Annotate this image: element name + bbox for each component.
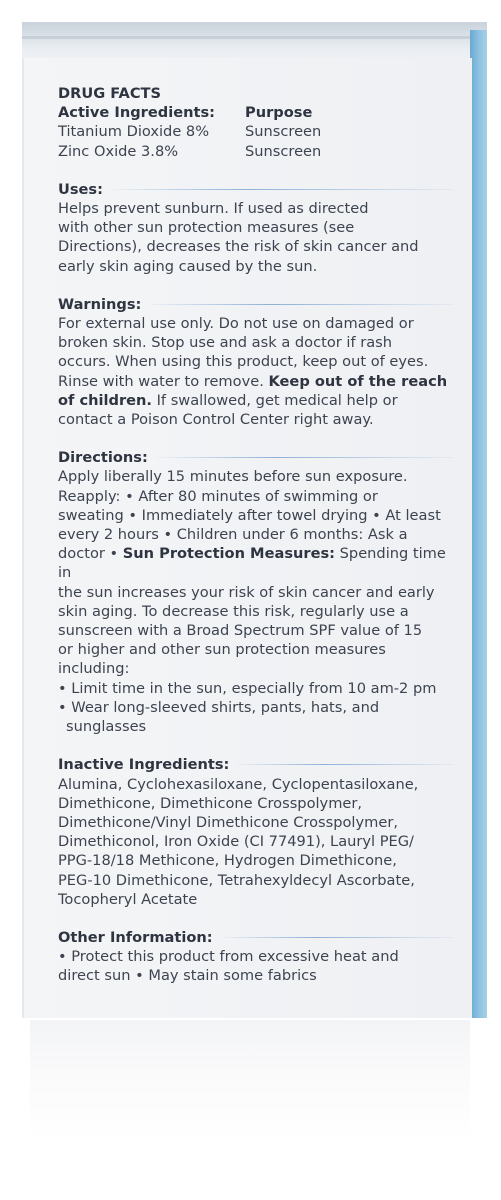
other-heading-row bbox=[58, 928, 453, 947]
warnings-text-part: If swallowed, get medical help or contact a Poison Control Center right away. bbox=[58, 391, 398, 429]
warnings-text-part: For external use only. Do not use on damaged or broken skin. Stop use and ask a doctor if rash occurs. When using this product, keep out of eyes. Rinse with water to remove. bbox=[58, 315, 429, 390]
box-reflection bbox=[30, 1020, 470, 1140]
purpose-heading: Purpose bbox=[245, 104, 313, 122]
box-top-flap bbox=[22, 22, 487, 60]
ingredient-purpose: Sunscreen bbox=[245, 123, 322, 141]
ingredient-row bbox=[58, 142, 453, 161]
box-side-panel bbox=[470, 30, 487, 1018]
drug-facts-title: DRUG FACTS bbox=[58, 85, 162, 102]
other-information-section bbox=[58, 928, 453, 986]
uses-heading-row bbox=[58, 180, 453, 199]
directions-section bbox=[58, 448, 453, 736]
directions-heading: Directions: bbox=[58, 449, 148, 467]
other-information-text: • Protect this product from excessive heat and direct sun • May stain some fabrics bbox=[58, 948, 399, 985]
directions-bold-text: Sun Protection Measures: bbox=[122, 545, 336, 563]
divider-line bbox=[221, 937, 453, 938]
other-information-heading: Other Information: bbox=[58, 928, 213, 946]
warnings-bold-text: Keep out of the reach of children. bbox=[58, 372, 448, 409]
uses-text: Helps prevent sunburn. If used as directed with other sun protection measures (see Directions), decreases the risk of skin cancer and early skin aging caused by the sun. bbox=[58, 200, 419, 275]
ingredient-name: Titanium Dioxide 8% bbox=[58, 123, 210, 141]
directions-text-part: Spending time in the sun increases your risk of skin cancer and early skin aging. To decrease this risk, regularly use a sunscreen with a Broad Spectrum SPF value of 15 or higher and other sun protection measures including: bbox=[58, 545, 446, 678]
warnings-heading-row bbox=[58, 295, 453, 314]
drug-facts-label bbox=[58, 84, 453, 986]
active-ingredients-heading: Active Ingredients: bbox=[58, 104, 216, 122]
directions-text-part: Apply liberally 15 minutes before sun exposure. Reapply: • After 80 minutes of swimming or sweating • Immediately after towel drying • At least every 2 hours • Children under 6 months: Ask a doctor • bbox=[58, 468, 441, 563]
directions-text bbox=[58, 467, 453, 678]
warnings-heading: Warnings: bbox=[58, 295, 142, 313]
ingredient-purpose: Sunscreen bbox=[245, 142, 322, 160]
divider-line bbox=[237, 764, 453, 765]
warnings-text bbox=[58, 314, 453, 429]
directions-heading-row bbox=[58, 448, 453, 467]
divider-line bbox=[149, 304, 453, 305]
ingredient-row bbox=[58, 122, 453, 141]
inactive-heading-row bbox=[58, 755, 453, 774]
inactive-ingredients-text: Alumina, Cyclohexasiloxane, Cyclopentasiloxane, Dimethicone, Dimethicone Crosspolymer, Dimethicone/Vinyl Dimethicone Crosspolymer, Dimethiconol, Iron Oxide (CI 77491), Lauryl PEG/ PPG-18/18 Methicone, Hydrogen Dimethicone, PEG-10 Dimethicone, Tetrahexyldecyl Ascorbate, Tocopheryl Acetate bbox=[58, 775, 419, 908]
directions-bullet: • Wear long-sleeved shirts, pants, hats, and sunglasses bbox=[58, 698, 380, 736]
warnings-section bbox=[58, 295, 453, 429]
directions-bullet: • Limit time in the sun, especially from 10 am-2 pm bbox=[58, 679, 437, 697]
uses-heading: Uses: bbox=[58, 180, 103, 198]
flap-ridge bbox=[22, 36, 487, 39]
active-ingredients-header-row bbox=[58, 103, 453, 122]
uses-section bbox=[58, 180, 453, 276]
divider-line bbox=[156, 457, 453, 458]
inactive-ingredients-section bbox=[58, 755, 453, 909]
divider-line bbox=[111, 189, 453, 190]
ingredient-name: Zinc Oxide 3.8% bbox=[58, 142, 179, 160]
inactive-ingredients-heading: Inactive Ingredients: bbox=[58, 756, 230, 774]
